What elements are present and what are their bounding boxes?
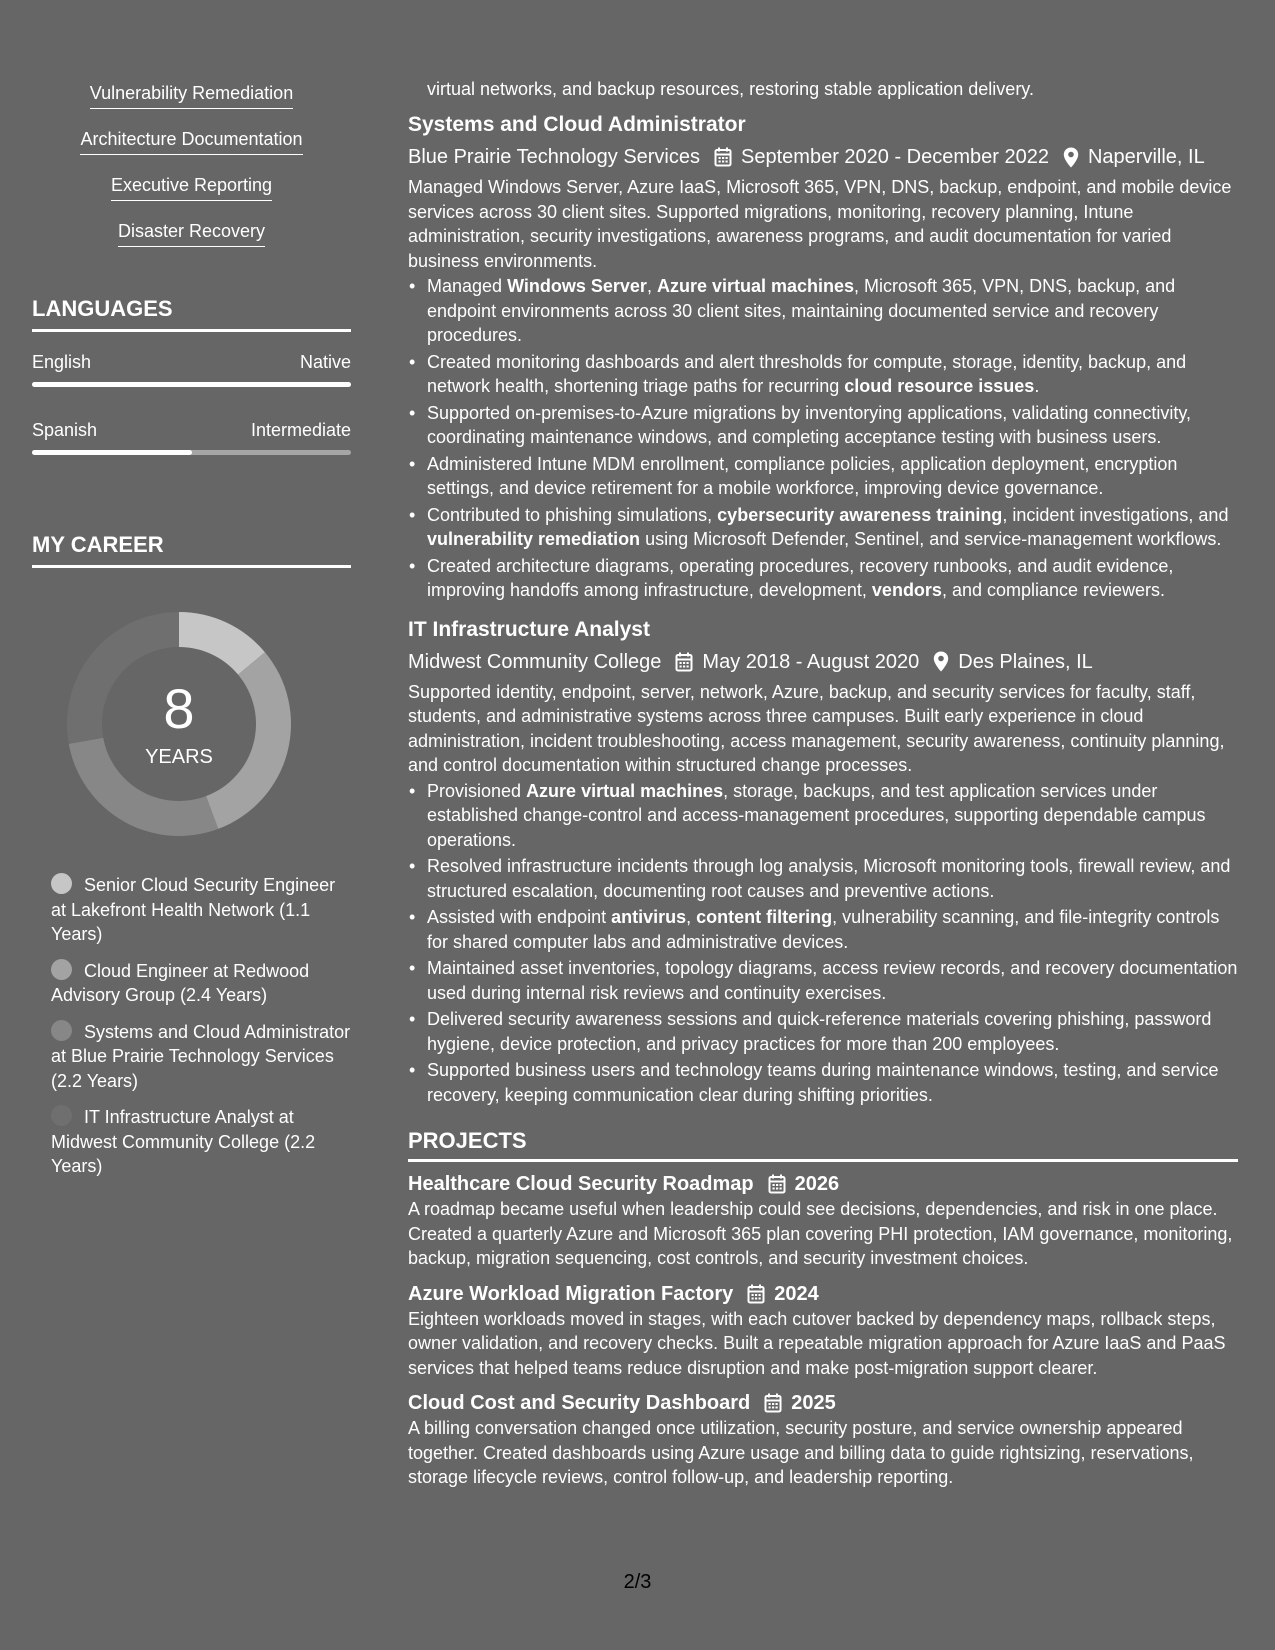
skill-tag: Executive Reporting	[111, 174, 272, 201]
career-legend-text: Systems and Cloud Administrator at Blue Prairie Technology Services (2.2 Years)	[51, 1021, 351, 1091]
bullet-text: Contributed to phishing simulations,	[427, 504, 718, 525]
bullet-text: , and compliance reviewers.	[941, 580, 1166, 600]
bullet-item	[427, 905, 1238, 954]
calendar-icon	[768, 1174, 786, 1194]
career-legend	[32, 873, 351, 1179]
bullet-text: Maintained asset inventories, topology diagrams, access review records, and recovery documentation used during internal risk reviews and continuity exercises.	[427, 958, 1238, 1003]
job-entry	[408, 617, 1238, 1108]
bullet-text: .	[1034, 376, 1040, 396]
bullet-text: Resolved infrastructure incidents through log analysis, Microsoft monitoring tools, firewall review, and structured escalation, documenting root causes and preventive actions.	[427, 856, 1231, 901]
bullet-item	[427, 1007, 1238, 1056]
company-name: Blue Prairie Technology Services	[408, 146, 701, 168]
job-bullets	[408, 779, 1238, 1108]
bullet-text: Created architecture diagrams, operating procedures, recovery runbooks, and audit evidence, improving handoffs among infrastructure, development,	[427, 555, 1174, 600]
career-donut-chart	[66, 611, 292, 837]
career-legend-item	[51, 959, 351, 1008]
projects-section	[408, 1127, 1238, 1490]
bullet-keyword: Azure virtual machines	[526, 780, 724, 801]
calendar-icon	[675, 652, 693, 672]
map-pin-icon	[1063, 147, 1079, 168]
project-title-row	[408, 1171, 1238, 1197]
bullet-keyword: content filtering	[696, 907, 833, 927]
project-year: 2024	[774, 1282, 819, 1305]
calendar-icon	[714, 147, 732, 167]
project-title: Cloud Cost and Security Dashboard	[408, 1392, 751, 1414]
bullet-text: ,	[686, 907, 697, 927]
career-total-unit: YEARS	[145, 746, 213, 768]
sidebar	[32, 82, 351, 1191]
project-description: Eighteen workloads moved in stages, with each cutover backed by dependency maps, rollback steps, owner validation, and recovery checks. Built a repeatable migration approach for Azure IaaS and PaaS services that helped teams reduce disruption and make post-migration support clearer.	[408, 1308, 1226, 1378]
career-total-number: 8	[163, 677, 195, 740]
bullet-item	[427, 1058, 1238, 1107]
bullet-text: ,	[646, 276, 657, 296]
job-bullets	[408, 274, 1238, 603]
career-heading: MY CAREER	[32, 531, 351, 568]
bullet-text: Supported on-premises-to-Azure migrations by inventorying applications, validating connectivity, coordinating maintenance windows, and completing acceptance testing with business users.	[427, 402, 1192, 447]
main-content	[408, 78, 1238, 1500]
career-legend-item	[51, 873, 351, 947]
skills-list	[32, 82, 351, 266]
career-legend-text: Senior Cloud Security Engineer at Lakefront Health Network (1.1 Years)	[51, 875, 336, 944]
language-item	[32, 419, 351, 455]
project-description: A billing conversation changed once utilization, security posture, and service ownership appeared together. Created dashboards using Azure usage and billing data to guide rightsizing, reservations, storage lifecycle reviews, control follow-up, and leadership reporting.	[408, 1418, 1194, 1487]
bullet-item	[427, 401, 1238, 450]
bullet-keyword: cybersecurity awareness training	[717, 504, 1003, 525]
bullet-keyword: vulnerability remediation	[427, 529, 641, 549]
bullet-text: , incident investigations, and	[1002, 504, 1229, 525]
bullet-item	[427, 554, 1238, 603]
project-title: Healthcare Cloud Security Roadmap	[408, 1173, 754, 1195]
bullet-keyword: cloud resource issues	[844, 376, 1035, 396]
skill-tag: Architecture Documentation	[80, 128, 302, 155]
job-dates: September 2020 - December 2022	[741, 146, 1049, 168]
calendar-icon	[764, 1393, 782, 1413]
bullet-item	[427, 274, 1238, 348]
languages-section	[32, 295, 351, 455]
bullet-item	[427, 854, 1238, 903]
legend-dot	[51, 873, 72, 894]
project-title-row	[408, 1281, 1238, 1307]
job-title: Systems and Cloud Administrator	[408, 113, 746, 136]
bullet-text: Provisioned	[427, 780, 527, 801]
project-year: 2026	[794, 1173, 840, 1195]
bullet-text: Administered Intune MDM enrollment, compliance policies, application deployment, encryption settings, and device retirement for a mobile workforce, improving device governance.	[427, 453, 1178, 498]
career-legend-item	[51, 1105, 351, 1179]
company-name: Midwest Community College	[408, 650, 662, 673]
skill-tag: Disaster Recovery	[118, 220, 265, 247]
language-proficiency-bar	[32, 450, 351, 455]
language-proficiency-bar	[32, 382, 351, 387]
bullet-text: using Microsoft Defender, Sentinel, and service-management workflows.	[640, 529, 1222, 549]
job-entry	[408, 112, 1238, 603]
language-level: Intermediate	[250, 420, 351, 440]
bullet-keyword: antivirus	[611, 907, 687, 927]
career-legend-text: Cloud Engineer at Redwood Advisory Group (2.4 Years)	[51, 960, 310, 1005]
bullet-text: Created monitoring dashboards and alert thresholds for compute, storage, identity, backup, and network health, shortening triage paths for recurring	[427, 351, 1187, 396]
bullet-item	[427, 350, 1238, 399]
language-proficiency-fill	[32, 450, 192, 455]
continued-bullet-text: virtual networks, and backup resources, restoring stable application delivery.	[427, 79, 1034, 99]
bullet-item	[427, 956, 1238, 1005]
skill-tag: Vulnerability Remediation	[90, 82, 293, 109]
language-level: Native	[299, 352, 351, 372]
bullet-text: Assisted with endpoint	[427, 907, 612, 927]
job-meta	[408, 144, 1238, 170]
career-legend-item	[51, 1020, 351, 1094]
map-pin-icon	[933, 651, 949, 672]
bullet-item	[427, 503, 1238, 552]
project-title-row	[408, 1390, 1238, 1416]
project-entry	[408, 1390, 1238, 1490]
legend-dot	[51, 1020, 72, 1041]
bullet-text: , vulnerability scanning, and file-integrity controls for shared computer labs and administrative devices.	[427, 907, 1220, 952]
language-item	[32, 351, 351, 387]
project-title: Azure Workload Migration Factory	[408, 1282, 734, 1305]
bullet-text: Managed	[427, 276, 508, 296]
project-entry	[408, 1281, 1238, 1381]
project-description: A roadmap became useful when leadership could see decisions, dependencies, and risk in one place. Created a quarterly Azure and Microsoft 365 plan covering PHI protection, IAM governance, monitoring, backup, migration sequencing, cost controls, and security investment choices.	[408, 1199, 1233, 1268]
bullet-keyword: Azure virtual machines	[656, 276, 855, 296]
bullet-item	[427, 779, 1238, 853]
career-legend-text: IT Infrastructure Analyst at Midwest Community College (2.2 Years)	[51, 1107, 316, 1176]
calendar-icon	[747, 1284, 765, 1304]
career-total	[66, 677, 292, 769]
legend-dot	[51, 1105, 72, 1126]
bullet-keyword: Windows Server	[507, 276, 647, 296]
job-title: IT Infrastructure Analyst	[408, 617, 650, 641]
bullet-text: Supported business users and technology teams during maintenance windows, testing, and service recovery, keeping communication clear during shifting priorities.	[427, 1060, 1219, 1105]
bullet-item	[427, 452, 1238, 501]
bullet-text: , Microsoft 365, VPN, DNS, backup, and endpoint environments across 30 client sites, maintaining documented service and recovery procedures.	[427, 276, 1176, 345]
project-year: 2025	[791, 1392, 836, 1414]
language-proficiency-fill	[32, 382, 351, 387]
bullet-text: Delivered security awareness sessions and quick-reference materials covering phishing, password hygiene, device protection, and privacy practices for more than 200 employees.	[427, 1009, 1212, 1054]
job-location: Des Plaines, IL	[958, 650, 1093, 673]
language-name: English	[32, 352, 92, 372]
job-summary: Supported identity, endpoint, server, network, Azure, backup, and security services for faculty, staff, students, and administrative systems across three campuses. Built early experience in cloud administration, incident troubleshooting, access management, security awareness, continuity planning, and control documentation within structured change processes.	[408, 681, 1225, 775]
legend-dot	[51, 959, 72, 980]
language-name: Spanish	[32, 420, 98, 440]
bullet-keyword: vendors	[871, 580, 942, 600]
job-summary: Managed Windows Server, Azure IaaS, Microsoft 365, VPN, DNS, backup, endpoint, and mobile device services across 30 client sites. Supported migrations, monitoring, recovery planning, Intune administration, security investigations, awareness programs, and audit documentation for varied business environments.	[408, 177, 1232, 271]
job-location: Naperville, IL	[1087, 146, 1205, 168]
job-meta	[408, 649, 1238, 675]
project-entry	[408, 1171, 1238, 1271]
projects-heading: PROJECTS	[408, 1127, 1238, 1162]
career-section	[32, 531, 351, 1179]
page-number: 2/3	[623, 1571, 652, 1593]
bullet-text: , storage, backups, and test application services under established change-control and access-management procedures, supporting dependable campus operations.	[427, 780, 1206, 850]
languages-heading: LANGUAGES	[32, 295, 351, 332]
job-dates: May 2018 - August 2020	[702, 650, 920, 673]
